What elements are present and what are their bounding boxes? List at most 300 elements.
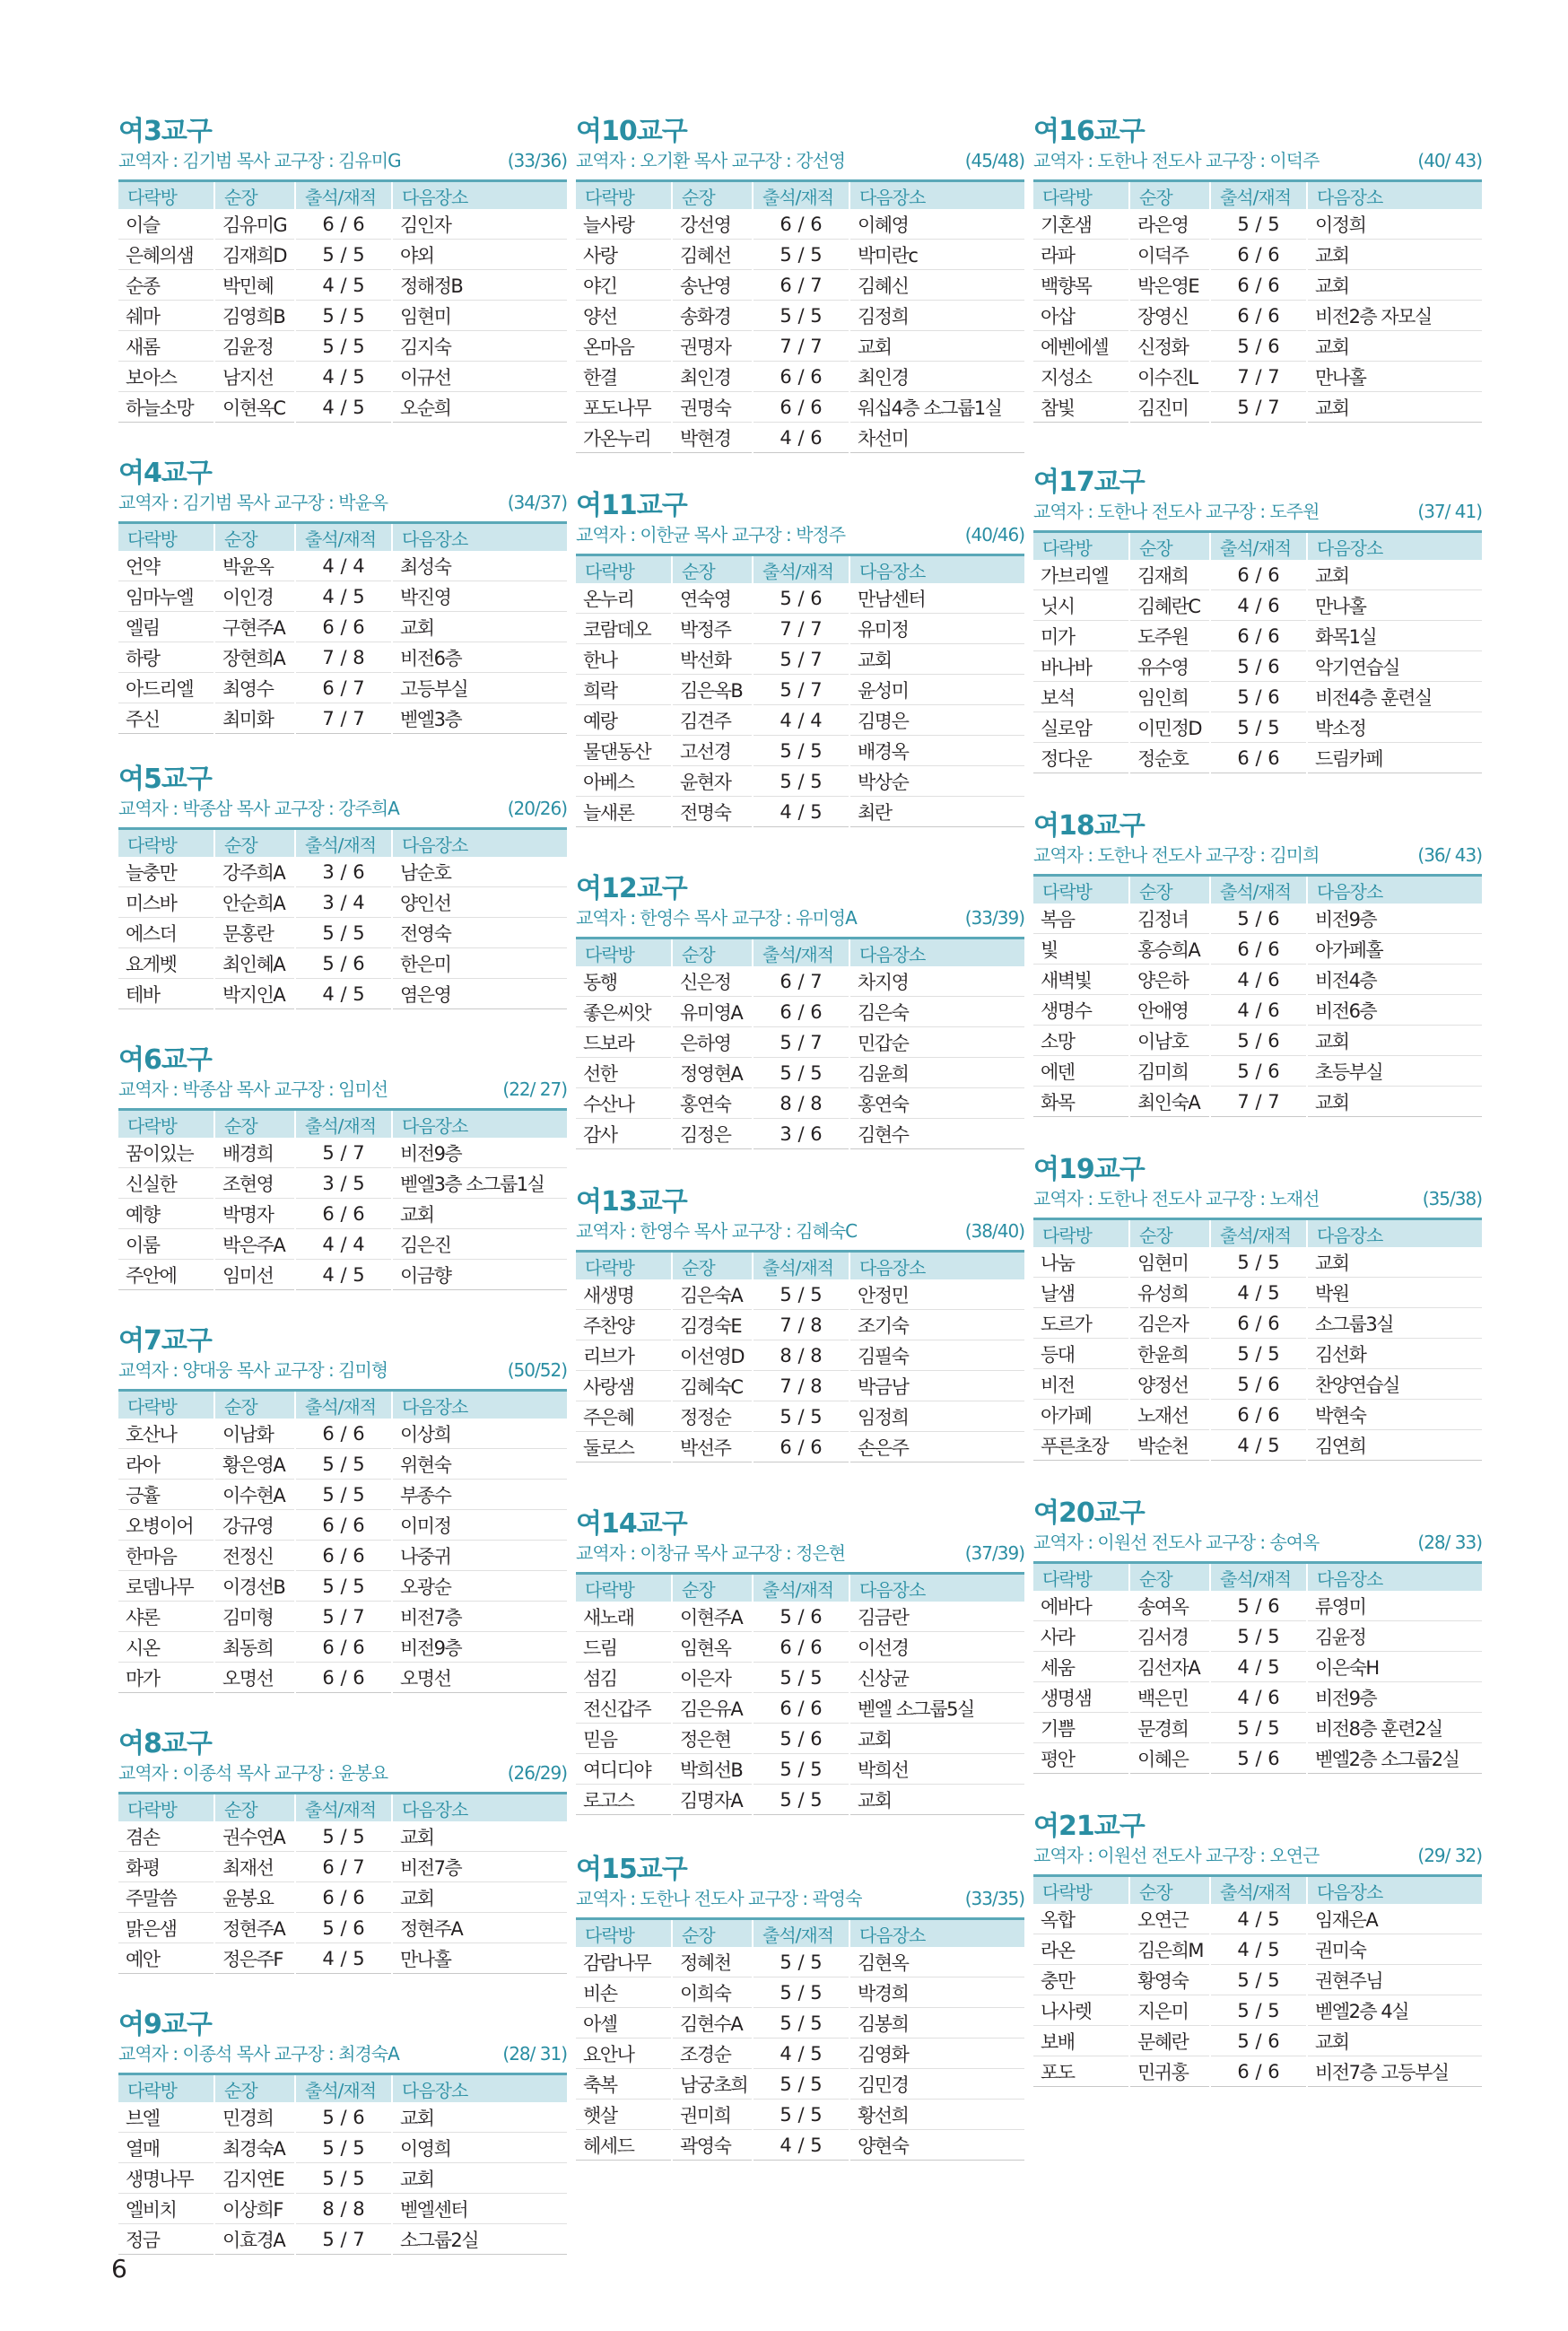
district-info [118, 797, 567, 820]
attendance: 6 / 7 [753, 966, 849, 997]
district-staff: 교역자 : 박종삼 목사 교구장 : 임미선 [118, 1078, 388, 1100]
group-name: 오병이어 [118, 1510, 214, 1541]
column-header: 다음장소 [392, 1391, 567, 1419]
group-name: 시온 [118, 1632, 214, 1663]
attendance: 5 / 5 [295, 1449, 392, 1480]
attendance: 5 / 5 [753, 2008, 849, 2039]
attendance: 8 / 8 [295, 2194, 392, 2224]
attendance: 4 / 6 [1210, 995, 1307, 1026]
next-location: 오순희 [392, 392, 567, 423]
column-header: 출석/재적 [295, 523, 392, 552]
group-name: 테바 [118, 979, 214, 1009]
district-title: 여13교구 [576, 1186, 687, 1218]
leader-name: 유성희 [1129, 1278, 1210, 1308]
attendance: 6 / 7 [753, 270, 849, 301]
table-header-row [118, 1391, 567, 1419]
next-location: 비전8층 훈련2실 [1307, 1713, 1482, 1743]
column-header: 다락방 [576, 1252, 672, 1280]
leader-name: 박선주 [672, 1432, 753, 1462]
next-location: 찬양연습실 [1307, 1369, 1482, 1400]
group-name: 언약 [118, 551, 214, 581]
next-location: 비전7층 [392, 1602, 567, 1632]
table-row [576, 675, 1024, 705]
attendance: 5 / 5 [1210, 1713, 1307, 1743]
next-location: 위현숙 [392, 1449, 567, 1480]
group-name: 늘사랑 [576, 209, 672, 240]
group-name: 복음 [1033, 904, 1129, 934]
attendance: 5 / 6 [1210, 1743, 1307, 1774]
table-row [118, 362, 567, 392]
table-row [576, 1340, 1024, 1371]
table-row [576, 1027, 1024, 1058]
district-staff: 교역자 : 이한균 목사 교구장 : 박정주 [576, 524, 846, 546]
attendance: 4 / 5 [295, 1260, 392, 1290]
group-name: 미스바 [118, 887, 214, 918]
table-row [1033, 1682, 1482, 1713]
leader-name: 김정은 [672, 1119, 753, 1149]
leader-name: 권명숙 [672, 392, 753, 423]
attendance: 6 / 6 [1210, 934, 1307, 965]
next-location: 김은숙 [849, 997, 1024, 1027]
district-table [576, 1250, 1024, 1462]
leader-name: 강주희A [214, 857, 295, 887]
table-row [576, 1310, 1024, 1340]
attendance: 5 / 5 [753, 1663, 849, 1693]
district-info [118, 491, 567, 514]
attendance: 5 / 5 [753, 1279, 849, 1310]
attendance: 5 / 5 [295, 1821, 392, 1852]
group-name: 쉐마 [118, 301, 214, 331]
group-name: 등대 [1033, 1339, 1129, 1369]
next-location: 황선희 [849, 2100, 1024, 2130]
next-location: 워십4층 소그룹1실 [849, 392, 1024, 423]
table-row [576, 1632, 1024, 1663]
leader-name: 이현주A [672, 1602, 753, 1632]
district-staff: 교역자 : 도한나 전도사 교구장 : 노재선 [1033, 1188, 1320, 1209]
next-location: 악기연습실 [1307, 651, 1482, 682]
leader-name: 조경순 [672, 2039, 753, 2069]
group-name: 믿음 [576, 1724, 672, 1754]
table-header-row [1033, 181, 1482, 210]
group-name: 포도 [1033, 2056, 1129, 2087]
district-count: (28/ 33) [1417, 1532, 1482, 1553]
table-row [1033, 651, 1482, 682]
column-header: 다음장소 [849, 1919, 1024, 1948]
table-row [576, 2039, 1024, 2069]
column-header: 순장 [214, 181, 295, 210]
district-staff: 교역자 : 도한나 전도사 교구장 : 도주원 [1033, 501, 1320, 522]
table-row [576, 997, 1024, 1027]
attendance: 6 / 6 [1210, 621, 1307, 651]
next-location: 만나홀 [392, 1943, 567, 1974]
leader-name: 김재희D [214, 240, 295, 270]
leader-name: 김미형 [214, 1602, 295, 1632]
table-row [1033, 240, 1482, 270]
next-location: 교회 [392, 1821, 567, 1852]
table-row [576, 1693, 1024, 1724]
column-header: 순장 [214, 2074, 295, 2103]
leader-name: 안애영 [1129, 995, 1210, 1026]
table-row [576, 1088, 1024, 1119]
table-row [1033, 392, 1482, 423]
district-table [118, 2073, 567, 2255]
attendance: 3 / 6 [295, 857, 392, 887]
leader-name: 김현수A [672, 2008, 753, 2039]
group-name: 은혜의샘 [118, 240, 214, 270]
table-header-row [576, 555, 1024, 584]
leader-name: 정은현 [672, 1724, 753, 1754]
column-header: 다음장소 [392, 1794, 567, 1822]
table-row [1033, 1713, 1482, 1743]
table-row [118, 1882, 567, 1913]
next-location: 부종수 [392, 1480, 567, 1510]
group-name: 하랑 [118, 642, 214, 673]
district-table [576, 1572, 1024, 1815]
district-count: (37/ 41) [1417, 501, 1482, 522]
group-name: 새롬 [118, 331, 214, 362]
column-header: 출석/재적 [1210, 532, 1307, 561]
table-row [576, 1724, 1024, 1754]
district-info [576, 1887, 1024, 1910]
table-row [118, 1138, 567, 1168]
leader-name: 김경숙E [672, 1310, 753, 1340]
group-name: 라파 [1033, 240, 1129, 270]
attendance: 5 / 5 [1210, 1621, 1307, 1652]
attendance: 4 / 4 [295, 551, 392, 581]
column-header: 다락방 [1033, 181, 1129, 210]
group-name: 정다운 [1033, 743, 1129, 773]
leader-name: 김혜란C [1129, 590, 1210, 621]
attendance: 5 / 6 [295, 2102, 392, 2133]
next-location: 만나홀 [1307, 362, 1482, 392]
leader-name: 박은영E [1129, 270, 1210, 301]
district-block [1033, 1153, 1482, 1461]
table-row [1033, 301, 1482, 331]
group-name: 요게벳 [118, 948, 214, 979]
leader-name: 한윤희 [1129, 1339, 1210, 1369]
next-location: 김명은 [849, 705, 1024, 736]
group-name: 나눔 [1033, 1247, 1129, 1278]
column-middle [576, 115, 1024, 2161]
attendance: 5 / 5 [753, 1947, 849, 1977]
group-name: 한마음 [118, 1541, 214, 1571]
table-row [576, 423, 1024, 453]
attendance: 6 / 6 [753, 1693, 849, 1724]
attendance: 5 / 5 [1210, 209, 1307, 240]
next-location: 고등부실 [392, 673, 567, 703]
leader-name: 장영신 [1129, 301, 1210, 331]
next-location: 교회 [1307, 1087, 1482, 1117]
district-block [576, 872, 1024, 1149]
table-header-row [118, 2074, 567, 2103]
attendance: 6 / 6 [295, 1419, 392, 1449]
table-row [118, 1229, 567, 1260]
next-location: 조기숙 [849, 1310, 1024, 1340]
table-row [118, 1419, 567, 1449]
attendance: 5 / 6 [1210, 331, 1307, 362]
leader-name: 곽영숙 [672, 2130, 753, 2161]
leader-name: 최인숙A [1129, 1087, 1210, 1117]
column-header: 다락방 [1033, 1563, 1129, 1592]
attendance: 5 / 6 [1210, 904, 1307, 934]
group-name: 새노래 [576, 1602, 672, 1632]
next-location: 이은숙H [1307, 1652, 1482, 1682]
next-location: 교회 [1307, 1026, 1482, 1056]
district-block [576, 115, 1024, 453]
attendance: 7 / 7 [1210, 362, 1307, 392]
leader-name: 최동희 [214, 1632, 295, 1663]
next-location: 만남센터 [849, 583, 1024, 614]
leader-name: 노재선 [1129, 1400, 1210, 1430]
column-header: 다음장소 [392, 181, 567, 210]
attendance: 6 / 6 [1210, 301, 1307, 331]
next-location: 오명선 [392, 1663, 567, 1693]
district-count: (33/35) [964, 1888, 1024, 1909]
district-table [1033, 530, 1482, 773]
table-row [1033, 1430, 1482, 1461]
district-title: 여14교구 [576, 1508, 687, 1540]
attendance: 5 / 6 [753, 583, 849, 614]
group-name: 로뎀나무 [118, 1571, 214, 1602]
attendance: 5 / 5 [295, 2133, 392, 2163]
next-location: 교회 [392, 2163, 567, 2194]
next-location: 김선화 [1307, 1339, 1482, 1369]
group-name: 소망 [1033, 1026, 1129, 1056]
group-name: 이룸 [118, 1229, 214, 1260]
next-location: 교회 [849, 331, 1024, 362]
next-location: 임재은A [1307, 1904, 1482, 1934]
leader-name: 양정선 [1129, 1369, 1210, 1400]
group-name: 열매 [118, 2133, 214, 2163]
district-staff: 교역자 : 도한나 전도사 교구장 : 김미희 [1033, 844, 1320, 866]
next-location: 유미정 [849, 614, 1024, 644]
table-row [118, 612, 567, 642]
attendance: 5 / 6 [1210, 1369, 1307, 1400]
leader-name: 윤봉요 [214, 1882, 295, 1913]
district-staff: 교역자 : 이종석 목사 교구장 : 최경숙A [118, 2043, 399, 2065]
table-header-row [118, 1110, 567, 1139]
attendance: 5 / 5 [295, 301, 392, 331]
next-location: 박진영 [392, 581, 567, 612]
leader-name: 송화경 [672, 301, 753, 331]
leader-name: 임현미 [1129, 1247, 1210, 1278]
column-header: 출석/재적 [1210, 181, 1307, 210]
leader-name: 박윤옥 [214, 551, 295, 581]
leader-name: 라은영 [1129, 209, 1210, 240]
district-table [1033, 874, 1482, 1117]
attendance: 5 / 5 [1210, 1965, 1307, 1995]
district-info [118, 2042, 567, 2065]
leader-name: 이인경 [214, 581, 295, 612]
next-location: 이미정 [392, 1510, 567, 1541]
attendance: 6 / 6 [1210, 560, 1307, 590]
table-row [1033, 995, 1482, 1026]
attendance: 5 / 5 [753, 2069, 849, 2100]
table-row [576, 1947, 1024, 1977]
leader-name: 남궁초희 [672, 2069, 753, 2100]
group-name: 마가 [118, 1663, 214, 1693]
leader-name: 송여옥 [1129, 1591, 1210, 1621]
column-right [1033, 115, 1482, 2087]
table-header-row [118, 1794, 567, 1822]
group-name: 푸른초장 [1033, 1430, 1129, 1461]
group-name: 희락 [576, 675, 672, 705]
attendance: 5 / 5 [295, 240, 392, 270]
leader-name: 이수진L [1129, 362, 1210, 392]
district-title: 여16교구 [1033, 116, 1145, 147]
table-row [118, 2133, 567, 2163]
attendance: 5 / 6 [1210, 1026, 1307, 1056]
district-staff: 교역자 : 오기환 목사 교구장 : 강선영 [576, 150, 846, 171]
column-header: 순장 [1129, 1563, 1210, 1592]
district-staff: 교역자 : 이종석 목사 교구장 : 윤봉요 [118, 1762, 388, 1784]
column-left [118, 115, 567, 2255]
next-location: 비전7층 [392, 1852, 567, 1882]
attendance: 6 / 6 [753, 362, 849, 392]
next-location: 정현주A [392, 1913, 567, 1943]
attendance: 4 / 6 [1210, 1682, 1307, 1713]
district-table [118, 827, 567, 1009]
next-location: 교회 [1307, 560, 1482, 590]
table-row [118, 1913, 567, 1943]
attendance: 5 / 6 [1210, 2026, 1307, 2056]
district-block [576, 1185, 1024, 1462]
table-row [576, 1785, 1024, 1815]
group-name: 가브리엘 [1033, 560, 1129, 590]
group-name: 늘새론 [576, 797, 672, 827]
leader-name: 장현희A [214, 642, 295, 673]
table-row [576, 1754, 1024, 1785]
attendance: 4 / 5 [1210, 1904, 1307, 1934]
district-info [1033, 1531, 1482, 1554]
column-header: 다락방 [118, 2074, 214, 2103]
leader-name: 김선자A [1129, 1652, 1210, 1682]
table-row [1033, 270, 1482, 301]
next-location: 박희선 [849, 1754, 1024, 1785]
table-header-row [576, 1919, 1024, 1948]
table-row [118, 918, 567, 948]
district-count: (22/ 27) [502, 1078, 567, 1100]
column-header: 출석/재적 [1210, 876, 1307, 904]
leader-name: 문경희 [1129, 1713, 1210, 1743]
column-header: 다락방 [576, 939, 672, 967]
attendance: 7 / 7 [753, 331, 849, 362]
table-row [118, 1602, 567, 1632]
leader-name: 임인희 [1129, 682, 1210, 712]
next-location: 김인자 [392, 209, 567, 240]
next-location: 드림카페 [1307, 743, 1482, 773]
group-name: 순종 [118, 270, 214, 301]
district-info [118, 1078, 567, 1101]
leader-name: 박지인A [214, 979, 295, 1009]
table-header-row [576, 939, 1024, 967]
group-name: 사라 [1033, 1621, 1129, 1652]
district-table [118, 1792, 567, 1974]
next-location: 비전4층 훈련실 [1307, 682, 1482, 712]
group-name: 섬김 [576, 1663, 672, 1693]
group-name: 둘로스 [576, 1432, 672, 1462]
next-location: 손은주 [849, 1432, 1024, 1462]
leader-name: 권수연A [214, 1821, 295, 1852]
group-name: 날샘 [1033, 1278, 1129, 1308]
next-location: 이규선 [392, 362, 567, 392]
table-row [576, 240, 1024, 270]
next-location: 박상순 [849, 766, 1024, 797]
next-location: 교회 [849, 1785, 1024, 1815]
column-header: 다음장소 [1307, 532, 1482, 561]
district-block [118, 1727, 567, 1974]
attendance: 4 / 5 [295, 392, 392, 423]
district-table [1033, 1874, 1482, 2087]
district-title: 여15교구 [576, 1854, 687, 1885]
leader-name: 김진미 [1129, 392, 1210, 423]
column-header: 순장 [214, 1391, 295, 1419]
column-header: 순장 [672, 181, 753, 210]
table-row [576, 614, 1024, 644]
table-row [118, 1663, 567, 1693]
next-location: 소그룹2실 [392, 2224, 567, 2255]
group-name: 라아 [118, 1449, 214, 1480]
district-title: 여20교구 [1033, 1497, 1145, 1529]
attendance: 4 / 5 [753, 2039, 849, 2069]
table-row [1033, 621, 1482, 651]
table-row [576, 966, 1024, 997]
next-location: 신상균 [849, 1663, 1024, 1693]
column-header: 출석/재적 [753, 555, 849, 584]
next-location: 배경옥 [849, 736, 1024, 766]
next-location: 김윤희 [849, 1058, 1024, 1088]
column-header: 다음장소 [1307, 1219, 1482, 1248]
group-name: 온누리 [576, 583, 672, 614]
group-name: 기혼샘 [1033, 209, 1129, 240]
group-name: 미가 [1033, 621, 1129, 651]
next-location: 윤성미 [849, 675, 1024, 705]
district-count: (33/36) [507, 150, 567, 171]
column-header: 다음장소 [849, 555, 1024, 584]
column-header: 다음장소 [392, 2074, 567, 2103]
district-block [576, 1507, 1024, 1815]
group-name: 보아스 [118, 362, 214, 392]
column-header: 순장 [1129, 1219, 1210, 1248]
next-location: 비전9층 [392, 1632, 567, 1663]
attendance: 4 / 5 [295, 270, 392, 301]
group-name: 축복 [576, 2069, 672, 2100]
leader-name: 지은미 [1129, 1995, 1210, 2026]
next-location: 김현수 [849, 1119, 1024, 1149]
next-location: 박미란c [849, 240, 1024, 270]
next-location: 벧엘2층 4실 [1307, 1995, 1482, 2026]
table-row [1033, 1743, 1482, 1774]
group-name: 옥합 [1033, 1904, 1129, 1934]
table-row [576, 209, 1024, 240]
district-count: (29/ 32) [1417, 1845, 1482, 1866]
next-location: 비전6층 [1307, 995, 1482, 1026]
next-location: 김영화 [849, 2039, 1024, 2069]
column-header: 다락방 [118, 829, 214, 858]
group-name: 보배 [1033, 2026, 1129, 2056]
group-name: 사랑 [576, 240, 672, 270]
table-row [118, 1168, 567, 1199]
table-row [576, 1663, 1024, 1693]
attendance: 4 / 5 [295, 1943, 392, 1974]
leader-name: 김재희 [1129, 560, 1210, 590]
group-name: 온마음 [576, 331, 672, 362]
table-header-row [576, 181, 1024, 210]
district-info [576, 149, 1024, 172]
table-row [118, 857, 567, 887]
column-header: 다락방 [576, 555, 672, 584]
table-row [1033, 1026, 1482, 1056]
